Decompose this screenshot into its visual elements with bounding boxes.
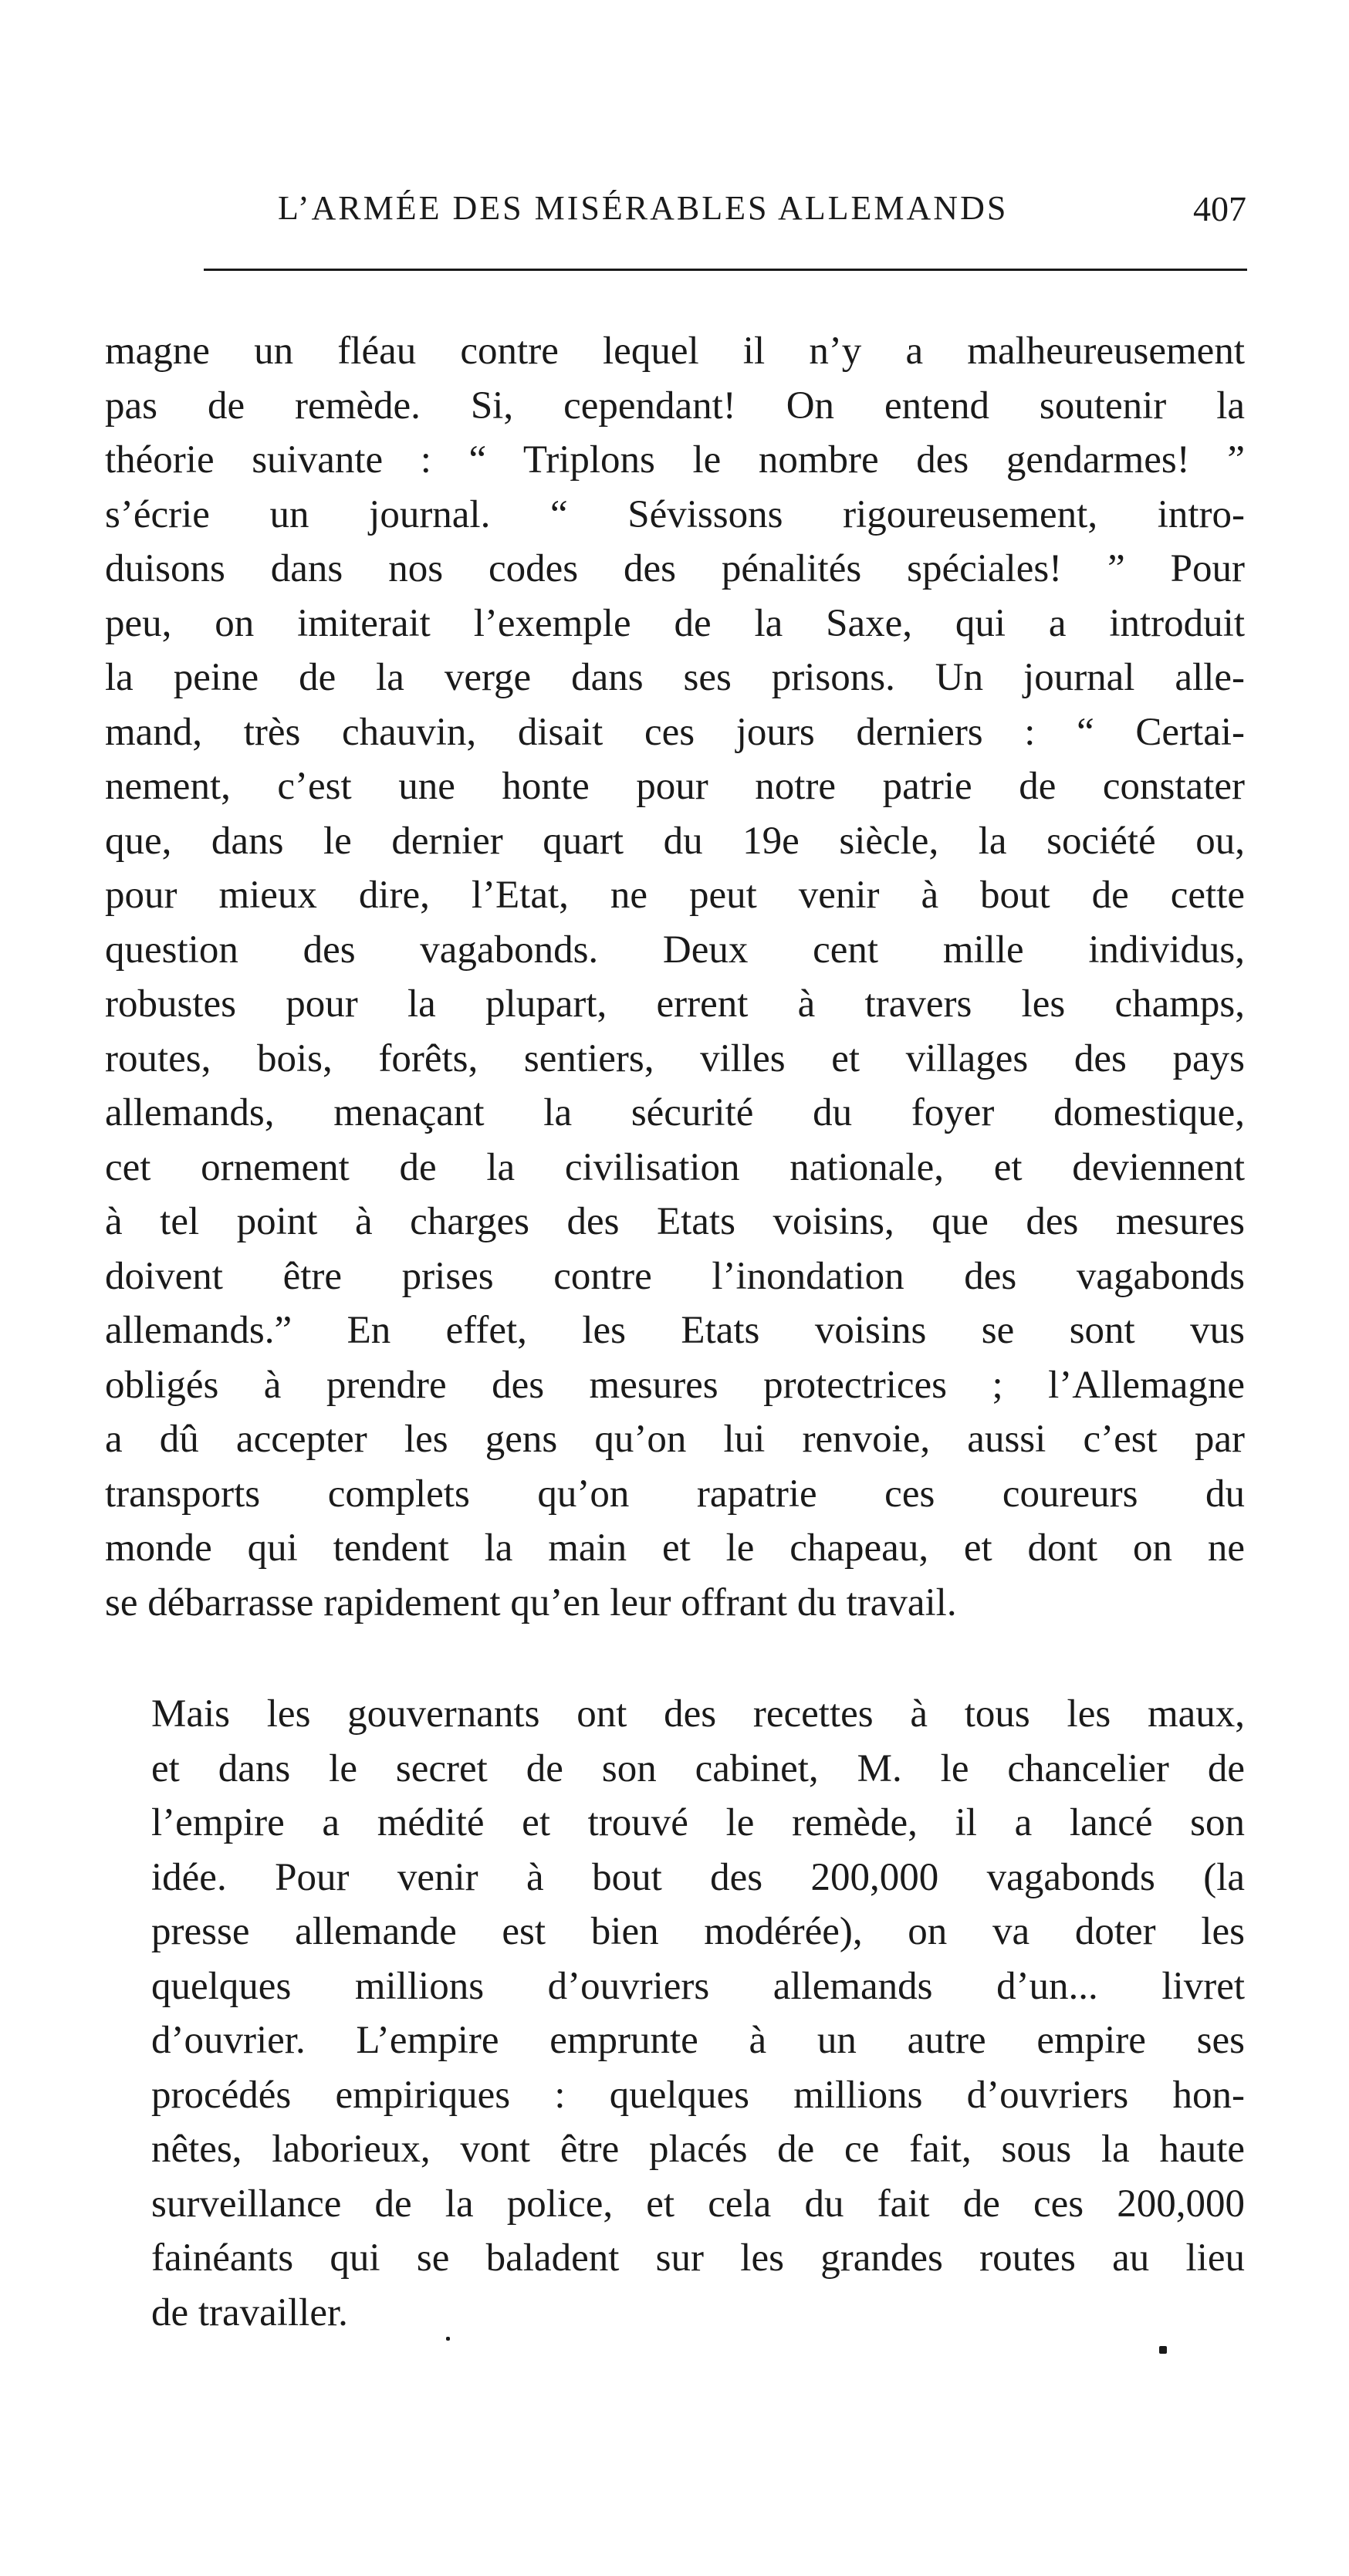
text-line: magne un fléau contre lequel il n’y a malheureusement	[105, 330, 1245, 373]
text-line: allemands, menaçant la sécurité du foyer domestique,	[105, 1091, 1245, 1134]
paragraph-2	[105, 1687, 1245, 2340]
text-line: peu, on imiterait l’exemple de la Saxe, qui a introduit	[105, 601, 1245, 645]
text-line: idée. Pour venir à bout des 200,000 vagabonds (la	[151, 1855, 1245, 1899]
text-line: nement, c’est une honte pour notre patrie de constater	[105, 765, 1245, 808]
text-line: monde qui tendent la main et le chapeau, et dont on ne	[105, 1526, 1245, 1570]
text-line: cet ornement de la civilisation nationale, et deviennent	[105, 1145, 1245, 1189]
text-line: et dans le secret de son cabinet, M. le chancelier de	[151, 1746, 1245, 1790]
text-line: la peine de la verge dans ses prisons. Un journal alle-	[105, 656, 1245, 699]
text-line: doivent être prises contre l’inondation des vagabonds	[105, 1254, 1245, 1298]
text-line: quelques millions d’ouvriers allemands d’un... livret	[151, 1964, 1245, 2008]
text-line: à tel point à charges des Etats voisins, que des mesures	[105, 1200, 1245, 1243]
text-line: routes, bois, forêts, sentiers, villes et villages des pays	[105, 1036, 1245, 1080]
text-line: surveillance de la police, et cela du fait de ces 200,000	[151, 2182, 1245, 2226]
ink-speck	[1159, 2346, 1167, 2354]
text-line: allemands.” En effet, les Etats voisins se sont vus	[105, 1309, 1245, 1352]
text-line: pour mieux dire, l’Etat, ne peut venir à bout de cette	[105, 874, 1245, 917]
text-line: robustes pour la plupart, errent à travers les champs,	[105, 982, 1245, 1026]
text-line: obligés à prendre des mesures protectrices ; l’Allemagne	[105, 1363, 1245, 1407]
text-line: transports complets qu’on rapatrie ces coureurs du	[105, 1472, 1245, 1516]
text-line: duisons dans nos codes des pénalités spéciales! ” Pour	[105, 547, 1245, 590]
text-line: d’ouvrier. L’empire emprunte à un autre empire ses	[151, 2019, 1245, 2062]
text-line: s’écrie un journal. “ Sévissons rigoureusement, intro-	[105, 492, 1245, 536]
text-line: procédés empiriques : quelques millions d’ouvriers hon-	[151, 2073, 1245, 2117]
paragraph-1	[105, 324, 1245, 1630]
ink-speck	[446, 2337, 450, 2341]
text-line: se débarrasse rapidement qu’en leur offrant du travail.	[105, 1580, 957, 1624]
page-number: 407	[1193, 189, 1246, 228]
running-title: L’ARMÉE DES MISÉRABLES ALLEMANDS	[278, 189, 1009, 227]
text-line: nêtes, laborieux, vont être placés de ce fait, sous la haute	[151, 2128, 1245, 2171]
text-line: fainéants qui se baladent sur les grandes routes au lieu	[151, 2236, 1245, 2280]
text-line: que, dans le dernier quart du 19e siècle, la société ou,	[105, 819, 1245, 863]
text-line: pas de remède. Si, cependant! On entend soutenir la	[105, 384, 1245, 428]
text-line: a dû accepter les gens qu’on lui renvoie, aussi c’est par	[105, 1418, 1245, 1461]
text-line: théorie suivante : “ Triplons le nombre des gendarmes! ”	[105, 438, 1245, 482]
text-line: l’empire a médité et trouvé le remède, il a lancé son	[151, 1801, 1245, 1844]
text-line: question des vagabonds. Deux cent mille individus,	[105, 928, 1245, 972]
running-head	[278, 188, 1246, 242]
text-line: mand, très chauvin, disait ces jours derniers : “ Certai-	[105, 710, 1245, 754]
text-line: presse allemande est bien modérée), on va doter les	[151, 1910, 1245, 1953]
text-line: de travailler.	[151, 2290, 348, 2334]
text-line: Mais les gouvernants ont des recettes à tous les maux,	[151, 1692, 1245, 1736]
header-rule	[204, 269, 1247, 271]
